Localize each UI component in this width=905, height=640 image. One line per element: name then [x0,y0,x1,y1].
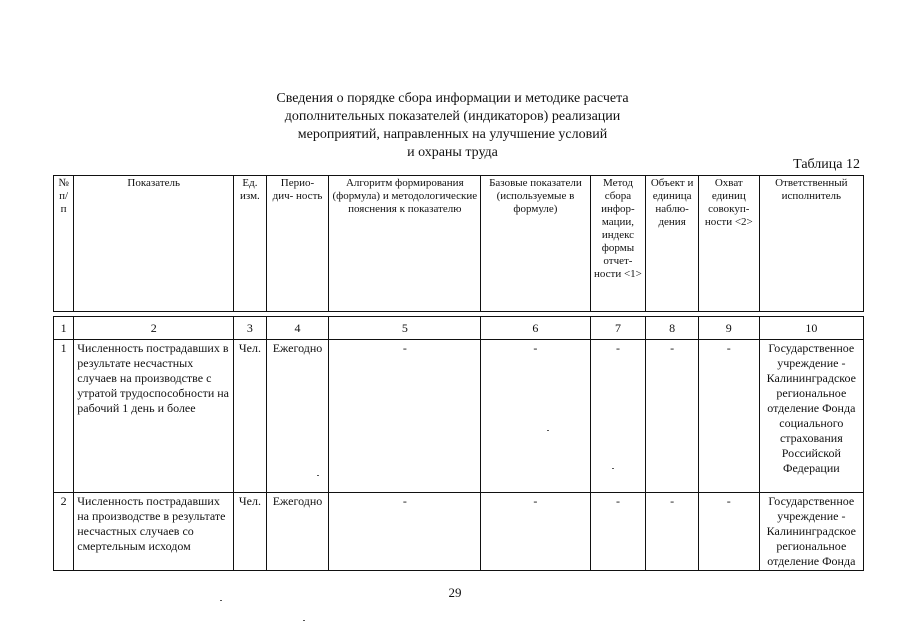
table-label: Таблица 12 [793,157,860,172]
column-header-method: Метод сбора инфор- мации, индекс формы отчет- ности <1> [590,176,646,312]
period-cell: Ежегодно [266,493,329,571]
column-header-object: Объект и единица наблю- дения [646,176,699,312]
page-number: 29 [448,585,462,600]
heading-line: дополнительных показателей (индикаторов) реализации [284,109,621,124]
column-number: 5 [329,317,481,340]
column-header-indicator: Показатель [74,176,234,312]
coverage-cell: - [698,493,759,571]
column-header-base: Базовые показатели (используемые в формуле) [481,176,590,312]
column-number: 3 [234,317,266,340]
column-header-algorithm: Алгоритм формирования (формула) и методологические пояснения к показателю [329,176,481,312]
period-cell: Ежегодно [266,340,329,493]
base-cell: - [481,340,590,493]
object-cell: - [646,340,699,493]
scan-speck [612,468,614,469]
scan-speck [317,475,319,476]
object-cell: - [646,493,699,571]
column-number: 6 [481,317,590,340]
column-header-period: Перио- дич- ность [266,176,329,312]
responsible-cell: Государственное учреждение - Калининградское региональное отделение Фонда социального страхования Российской Федерации [759,340,863,493]
column-header-responsible: Ответственный исполнитель [759,176,863,312]
base-cell: - [481,493,590,571]
column-number: 7 [590,317,646,340]
column-number: 2 [74,317,234,340]
scan-speck [303,620,305,621]
unit-cell: Чел. [234,493,266,571]
coverage-cell: - [698,340,759,493]
row-number: 1 [54,340,74,493]
scan-speck [220,600,222,601]
method-cell: - [590,493,646,571]
column-number: 10 [759,317,863,340]
column-header-coverage: Охват единиц совокуп- ности <2> [698,176,759,312]
indicator-cell: Численность пострадавших на производстве в результате несчастных случаев со смертельным исходом [74,493,234,571]
heading-line: мероприятий, направленных на улучшение условий [297,127,608,142]
column-number: 4 [266,317,329,340]
column-number: 8 [646,317,699,340]
column-number: 9 [698,317,759,340]
indicator-cell: Численность пострадавших в результате несчастных случаев на производстве с утратой трудоспособности на рабочий 1 день и более [74,340,234,493]
table-row [54,340,864,493]
algorithm-cell: - [329,493,481,571]
column-header-unit: Ед. изм. [234,176,266,312]
column-number: 1 [54,317,74,340]
heading-line: Сведения о порядке сбора информации и методике расчета [276,91,629,106]
scan-speck [547,430,549,431]
table-body [53,316,864,571]
table-header [53,175,864,312]
method-cell: - [590,340,646,493]
algorithm-cell: - [329,340,481,493]
document-heading [200,90,705,162]
column-header-number: № п/ п [54,176,74,312]
column-number-row [54,317,864,340]
table-row [54,493,864,571]
row-number: 2 [54,493,74,571]
heading-line: и охраны труда [407,145,498,160]
unit-cell: Чел. [234,340,266,493]
responsible-cell: Государственное учреждение - Калининградское региональное отделение Фонда [759,493,863,571]
